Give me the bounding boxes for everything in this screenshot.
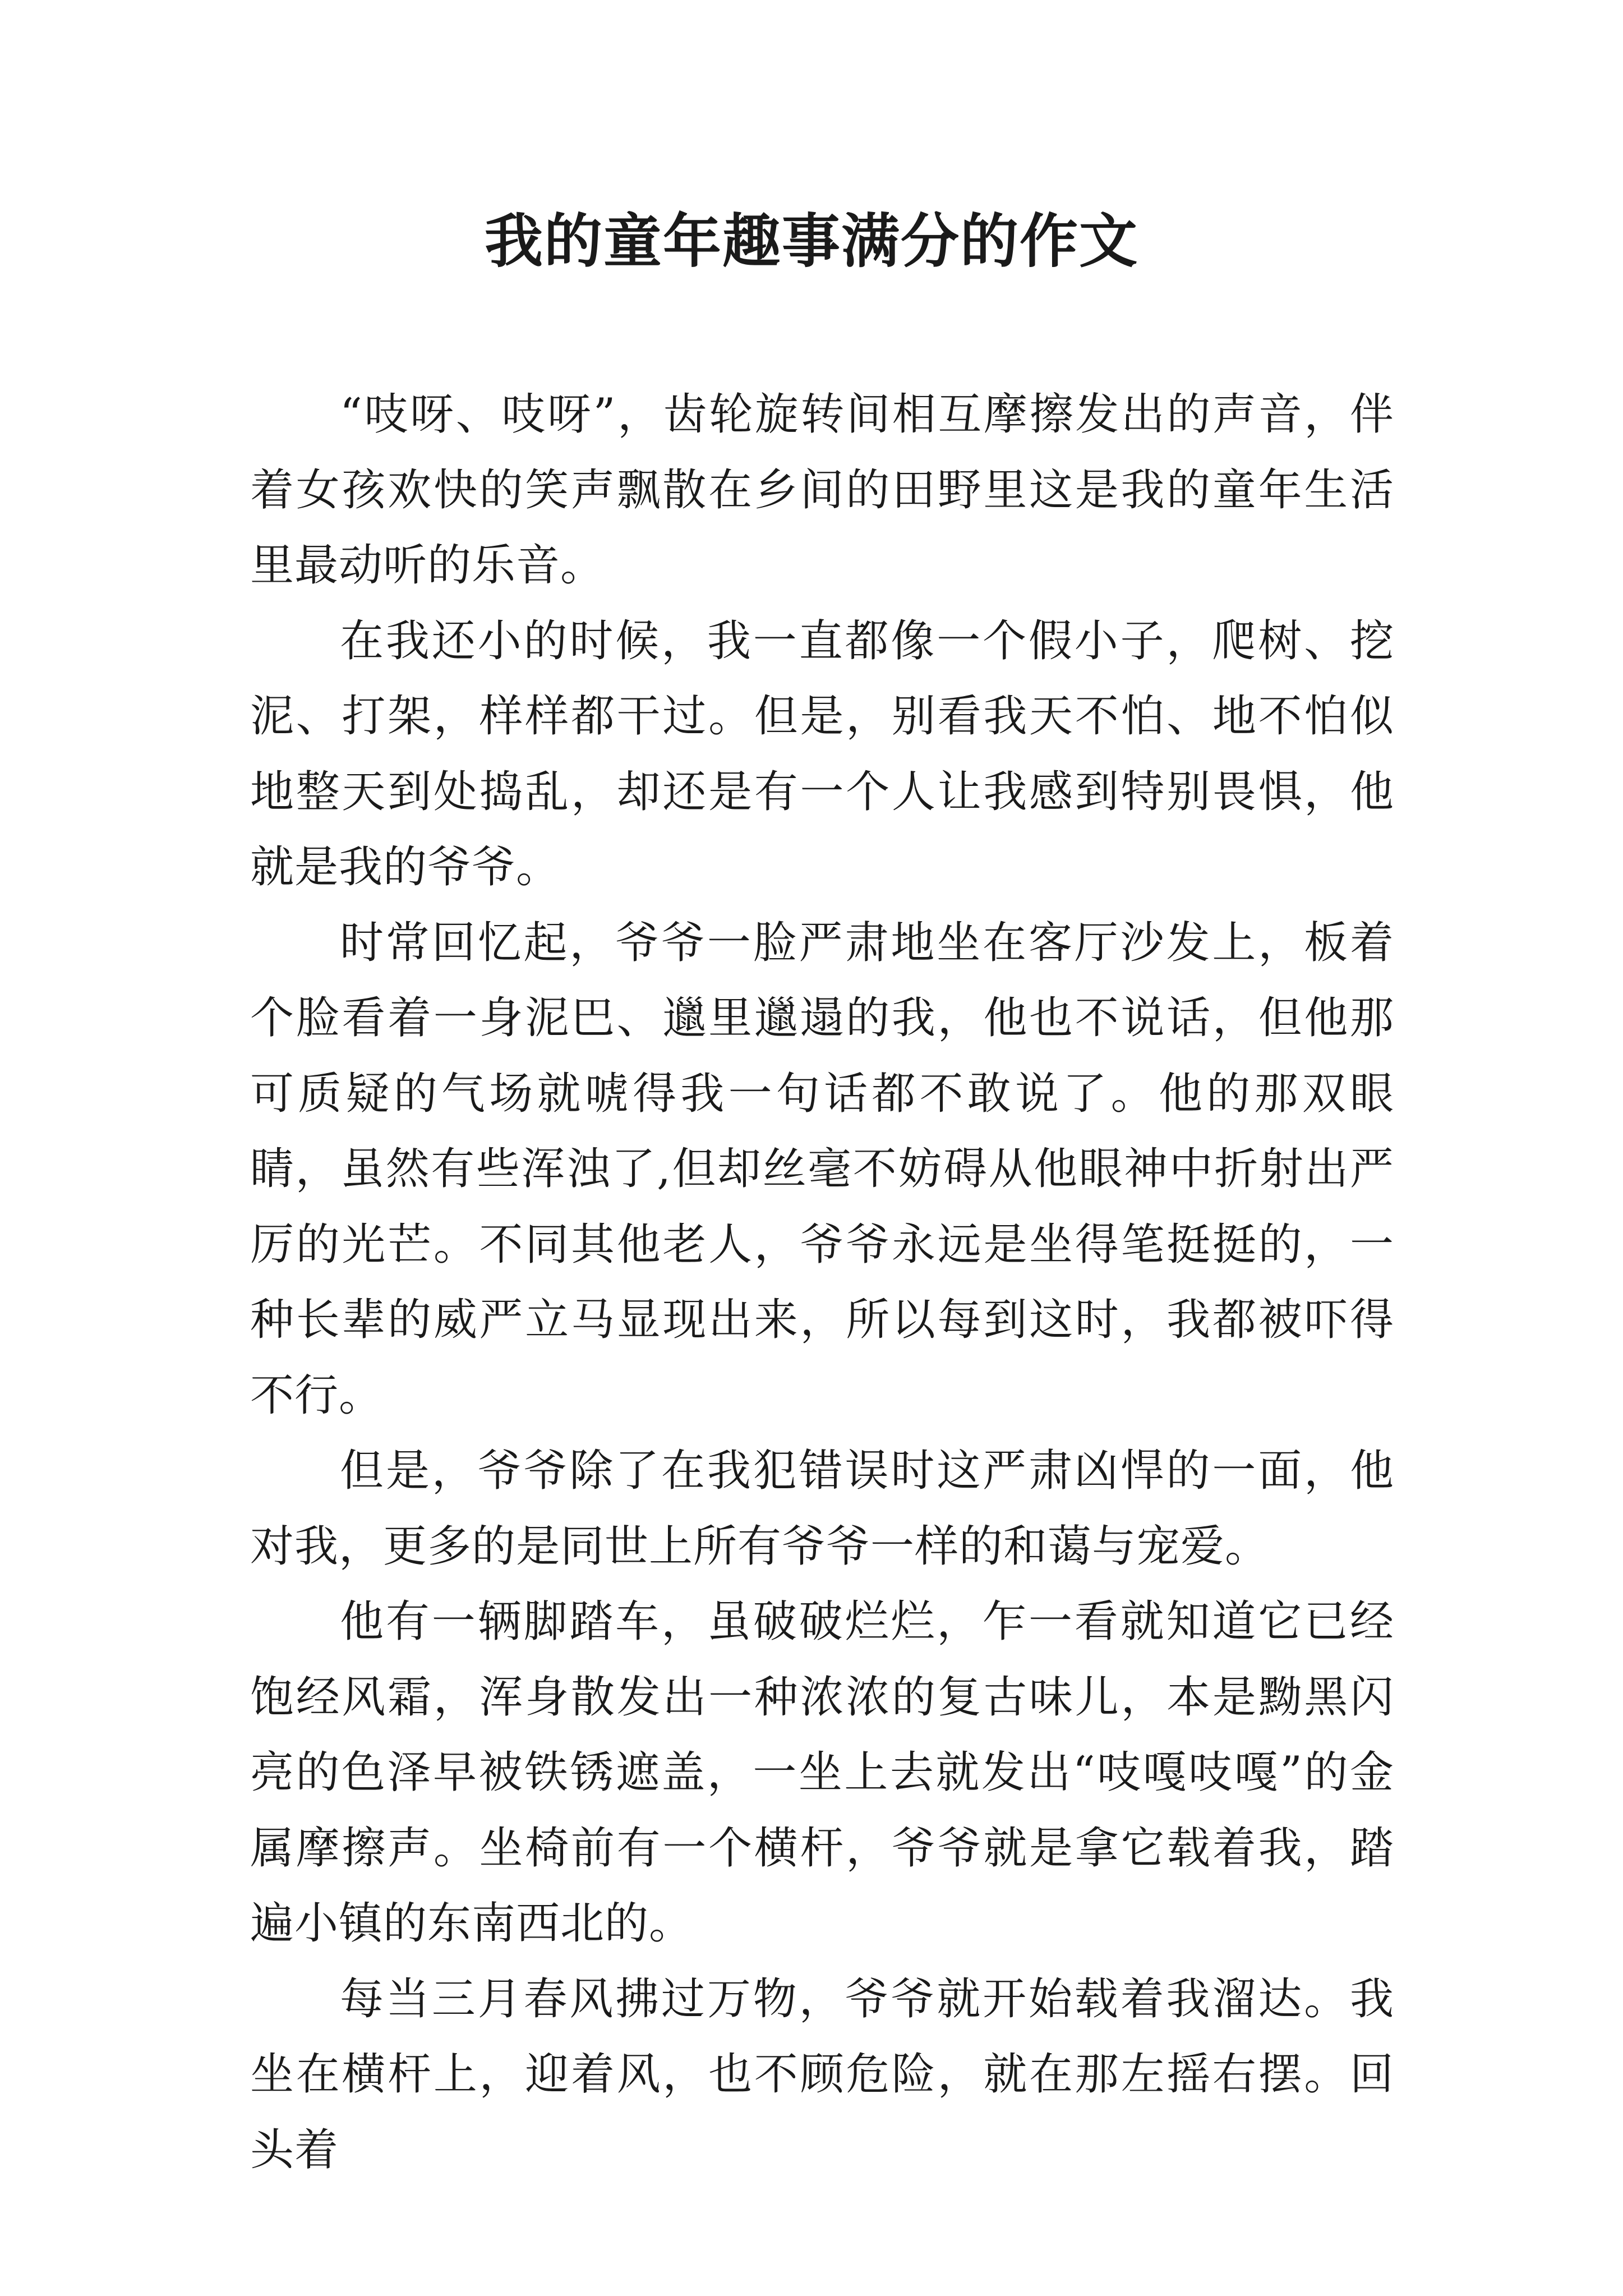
paragraph: 但是，爷爷除了在我犯错误时这严肃凶悍的一面，他对我，更多的是同世上所有爷爷一样的和蔼与宠爱。 bbox=[250, 1446, 1394, 1572]
paragraph: 时常回忆起，爷爷一脸严肃地坐在客厅沙发上，板着个脸看着一身泥巴、邋里邋遢的我，他也不说话，但他那可质疑的气场就唬得我一句话都不敢说了。他的那双眼睛，虽然有些浑浊了,但却丝毫不妨碍从他眼神中折射出严厉的光芒。不同其他老人，爷爷永远是坐得笔挺挺的，一种长辈的威严立马显现出来，所以每到这时，我都被吓得不行。 bbox=[250, 917, 1394, 1421]
paragraph: 在我还小的时候，我一直都像一个假小子，爬树、挖泥、打架，样样都干过。但是，别看我天不怕、地不怕似地整天到处捣乱，却还是有一个人让我感到特别畏惧，他就是我的爷爷。 bbox=[250, 615, 1394, 892]
page-title: 我的童年趣事满分的作文 bbox=[484, 207, 1138, 275]
paragraph: “吱呀、吱呀”，齿轮旋转间相互摩擦发出的声音，伴着女孩欢快的笑声飘散在乡间的田野里这是我的童年生活里最动听的乐音。 bbox=[250, 389, 1394, 591]
paragraph: 他有一辆脚踏车，虽破破烂烂，乍一看就知道它已经饱经风霜，浑身散发出一种浓浓的复古味儿，本是黝黑闪亮的色泽早被铁锈遮盖，一坐上去就发出“吱嘎吱嘎”的金属摩擦声。坐椅前有一个横杆，爷爷就是拿它载着我，踏遍小镇的东南西北的。 bbox=[250, 1596, 1394, 1949]
essay-body bbox=[250, 377, 1394, 2188]
paragraph: 每当三月春风拂过万物，爷爷就开始载着我溜达。我坐在横杆上，迎着风，也不顾危险，就在那左摇右摆。回头着 bbox=[250, 1973, 1394, 2175]
